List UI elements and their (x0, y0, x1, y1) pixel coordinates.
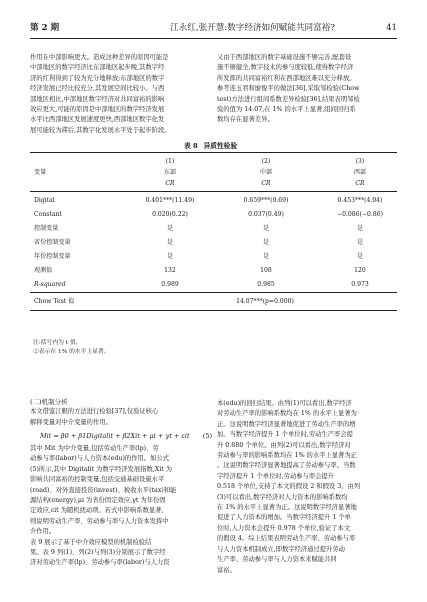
text-line: 升 0.880 个单位。由列(2)可以看出,数字经济对 (217, 441, 351, 449)
text-line: 加。当数字经济提升 1 个单位时,劳动生产率会提 (217, 431, 353, 439)
text-line: 则说明劳动生产率、劳动参与率与人力资本发挥中 (30, 517, 169, 525)
chow-test-value: 14.07***(p=0.000) (236, 298, 294, 305)
text-line: 中部地区的数字经济比东部地区起步晚,其数字经 (30, 64, 165, 72)
col-number: (3) (355, 158, 365, 165)
text-line: 验的值为 14.07,在 1% 的水平上显著,组间回归系 (217, 106, 356, 114)
table-row-regions (30, 167, 397, 178)
bottom-left-column (30, 397, 212, 428)
text-line: 表 9 展示了基于中介效应模型的机制检验结 (30, 538, 152, 546)
table-title (0, 140, 427, 150)
text-line: test)方法进行组间系数差异检验[36],结果表明邹检 (217, 95, 360, 103)
text-line: 0.518 个单位,支持了本文的假设 2 和假设 3。由列 (217, 483, 361, 491)
table-row-colnums (30, 156, 397, 167)
text-line: 动参与率(labor)与人力资本(edu)的作用。如公式 (30, 455, 169, 463)
text-line: (5)所示,其中 Digitalit 为数字经济发展指数,Xit 为 (30, 465, 173, 473)
text-line: 生产率、劳动参与率与人力资本来赋能共同 (217, 556, 337, 564)
text-line: 济的红利得到了较为充分地释放;东部地区的数字 (30, 74, 165, 82)
table-cell: 0.037(0.49) (248, 211, 284, 218)
text-line: 对劳动生产率的影响系数均在 1% 的水平上显著为 (217, 410, 357, 418)
text-line: 在 1% 的水平上显著为正。这说明数字经济显著地 (217, 504, 357, 512)
row-label: 控制变量 (34, 225, 59, 232)
row-label: Chow Test 值 (34, 298, 75, 305)
running-title: 江永红,张开慧:数字经济如何赋能共同富裕? (170, 23, 335, 33)
table-mid-rule (30, 191, 397, 192)
row-label: 省份控制变量 (34, 239, 71, 246)
table-label: 表 8 (183, 142, 198, 150)
text-line: 字经济提升 1 个单位时,劳动参与率会提升 (217, 472, 335, 480)
text-line: 部地区相比,中部地区数字经济对共同富裕的影响 (30, 95, 165, 103)
row-label: R-squared (34, 281, 66, 288)
text-line: 源结构(energy),μi 为省份固定效应,γt 为年份固 (30, 497, 166, 505)
issue-label: 第 2 期 (30, 23, 60, 33)
table-cell: 是 (262, 239, 270, 246)
text-line: 。这说明数字经济显著地提高了劳动参与率。当数 (217, 462, 356, 470)
table-cell: 0.989 (161, 281, 179, 288)
section-heading: (二)机制分析 (30, 398, 68, 406)
equation-5 (30, 431, 212, 442)
text-line: 影响共同富裕的控制变量,包括交通基础设施水平 (30, 476, 165, 484)
table-cell: 0.659***(9.69) (243, 197, 289, 204)
table-row (30, 209, 397, 220)
text-line: 定效应,εit 为随机扰动项。若式中影响系数显著, (30, 507, 164, 515)
table-caption: 异质性检验 (203, 142, 238, 150)
row-label: Constant (34, 211, 62, 218)
region-label: 中部 (259, 169, 273, 176)
bottom-right-column (217, 399, 397, 576)
dep-var: CR (261, 180, 271, 187)
top-right-column (217, 53, 397, 126)
table-cell: 是 (166, 239, 174, 246)
row-label: Digital (34, 197, 55, 204)
text-line: 劳动参与率的影响系数均在 1% 的水平上显著为正 (217, 452, 357, 460)
table-chow-rule (30, 292, 397, 293)
row-label: 年份控制变量 (34, 253, 71, 260)
bottom-left-column-b (30, 444, 212, 569)
col-number: (2) (261, 158, 271, 165)
text-line: (3)可以看出,数字经济对人力资本的影响系数均 (217, 493, 348, 501)
table-top-rule (30, 152, 397, 153)
text-line: 又由于西部地区的数字基础设施不够完善,配套设 (217, 54, 352, 61)
text-line: 展可能较为滞后,其数字化发展水平处于起步阶段, (30, 126, 167, 134)
col-number: (1) (165, 158, 175, 165)
text-line: 作用在中部影响更大。造成这种差异的原因可能是 (30, 54, 169, 61)
table-cell: 是 (262, 253, 270, 260)
text-line: 济对劳动生产率(lp)、劳动参与率(labor)与人力资 (30, 559, 170, 567)
text-line: 经济发展已经比较充分,其发展空间比较小。与西 (30, 85, 165, 93)
table-row (30, 279, 397, 290)
text-line: 施不够健全,数字技术的参与度较低,使得数字经济 (217, 64, 354, 72)
dep-var: CR (165, 180, 175, 187)
table-cell: 是 (356, 253, 364, 260)
table-row (30, 251, 397, 262)
table-cell: 0.401***(11.49) (145, 197, 195, 204)
table-cell: 120 (354, 267, 366, 274)
table-cell: 132 (164, 267, 176, 274)
text-line: 所发挥的共同富裕红利在西部地区难以充分释放。 (217, 74, 356, 82)
row-label: 观测值 (34, 267, 53, 274)
table-note: ②表示在 1% 的水平上显著。 (33, 349, 110, 355)
table-notes (33, 339, 110, 357)
header-rule (30, 38, 397, 39)
equation-number: (5) (202, 432, 212, 440)
var-header: 变量 (34, 169, 47, 176)
table-row-depvar (30, 178, 397, 189)
table-cell: 是 (356, 239, 364, 246)
top-left-column (30, 53, 212, 136)
text-line: 数均存在显著差异。 (217, 116, 274, 124)
text-line: 本文借鉴江艇的方法进行检验[37],仅验证核心 (30, 408, 159, 416)
running-header (30, 20, 397, 36)
table-cell: 0.453***(4.94) (337, 197, 383, 204)
text-line: 果。表 9 列(1)、列(2)与列(3)分别展示了数字经 (30, 549, 166, 557)
table-cell: 108 (260, 267, 272, 274)
text-line: 本(edu)的回归结果。由列(1)可以看出,数字经济 (217, 400, 352, 407)
text-line: 的假设 4。综上结果表明劳动生产率、劳动参与率 (217, 535, 356, 543)
page-number: 41 (386, 23, 397, 33)
text-line: 参考连玉君和廖俊平的做法[36],采取邹检验(Chow (217, 85, 360, 93)
table-row-chow (30, 296, 397, 307)
text-line: 与人力资本机制成立,即数字经济通过提升劳动 (217, 545, 345, 553)
table-cell: 是 (166, 253, 174, 260)
text-line: 效应更大,可能的原因是中部地区的数字经济发展 (30, 106, 165, 114)
region-label: 西部 (353, 169, 367, 176)
table-row (30, 223, 397, 234)
text-line: 解释变量对中介变量的作用。 (30, 418, 112, 426)
text-line: 位时,人力资本会提升 0.978 个单位,验证了本文 (217, 524, 351, 532)
text-line: 富裕。 (217, 566, 236, 574)
table-row (30, 195, 397, 206)
table-cell: 是 (356, 225, 364, 232)
text-line: 水平比西部地区发展速度更快,西部地区数字化发 (30, 116, 165, 124)
table-cell: 0.985 (257, 281, 275, 288)
table-bottom-rule (30, 310, 397, 311)
equation-text: Mit = β0 + β1Digitalit + β2Xit + μi + γt + εit (40, 432, 190, 440)
dep-var: CR (355, 180, 365, 187)
text-line: 正。这说明数字经济显著地促进了劳动生产率的增 (217, 420, 356, 428)
table-cell: 是 (262, 225, 270, 232)
text-line: (road)、对外直接投资(invest)、税收水平(tax)和能 (30, 486, 177, 494)
text-line: 促进了人力资本的增加。当数字经济提升 1 个单 (217, 514, 351, 522)
table-row (30, 237, 397, 248)
table-cell: −0.086(−0.86) (337, 211, 383, 218)
table-note: 注:括号内为 t 值。 (33, 340, 82, 346)
table-cell: 是 (166, 225, 174, 232)
table-row (30, 265, 397, 276)
table-cell: 0.973 (351, 281, 369, 288)
text-line: 其中 Mit 为中介变量,包括劳动生产率(lp)、劳 (30, 445, 159, 452)
region-label: 东部 (163, 169, 177, 176)
table-cell: 0.020(0.22) (152, 211, 188, 218)
text-line: 介作用。 (30, 528, 56, 536)
